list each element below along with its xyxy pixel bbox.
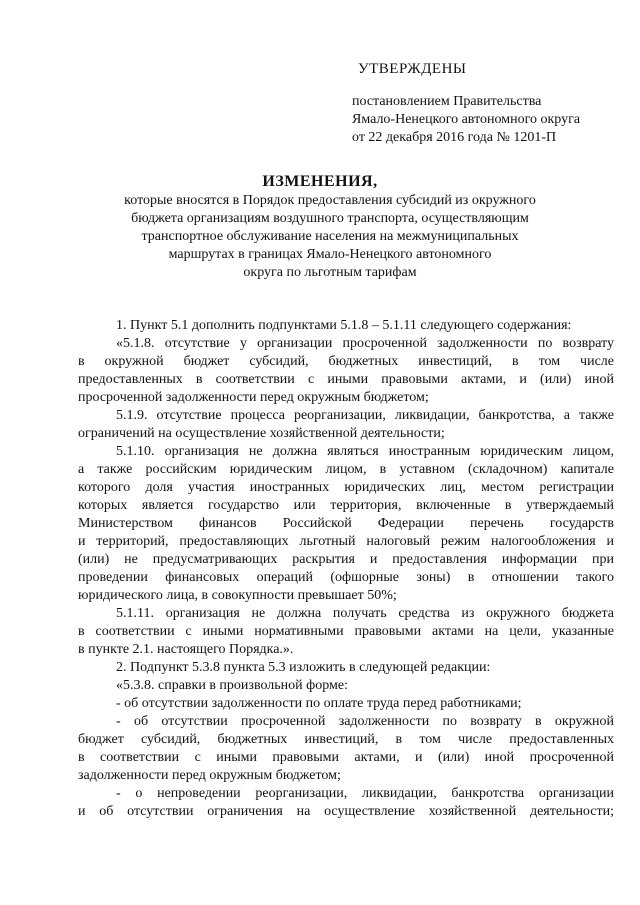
document-title: ИЗМЕНЕНИЯ, [262, 173, 378, 190]
body-line: - о непроведении реорганизации, ликвидации, банкротства организации [116, 786, 614, 801]
body-line: «5.3.8. справки в произвольной форме: [116, 678, 348, 693]
body-line: просроченной задолженности перед окружным бюджетом; [78, 390, 429, 405]
approval-block [352, 93, 612, 147]
body-line: юридического лица, в совокупности превышает 50%; [78, 588, 397, 603]
approval-heading: УТВЕРЖДЕНЫ [358, 61, 467, 77]
approval-line: постановлением Правительства [352, 94, 542, 109]
document-subtitle [80, 192, 580, 282]
body-line: и территорий, предоставляющих льготный налоговый режим налогообложения и [78, 534, 614, 549]
body-line: - об отсутствии просроченной задолженности по возврату в окружной [116, 714, 614, 729]
body-line: и об отсутствии ограничения на осуществление хозяйственной деятельности; [78, 804, 614, 819]
subtitle-line: которые вносятся в Порядок предоставления субсидий из окружного [124, 193, 536, 208]
body-line: 1. Пункт 5.1 дополнить подпунктами 5.1.8 – 5.1.11 следующего содержания: [116, 318, 572, 333]
body-line: 5.1.9. отсутствие процесса реорганизации, ликвидации, банкротства, а также [116, 408, 614, 423]
subtitle-line: бюджета организациям воздушного транспорта, осуществляющим [131, 211, 529, 226]
body-line: проведении финансовых операций (офшорные зоны) в отношении такого [78, 570, 614, 585]
body-line: ограничений на осуществление хозяйственной деятельности; [78, 426, 445, 441]
body-line: 2. Подпункт 5.3.8 пункта 5.3 изложить в следующей редакции: [116, 660, 491, 675]
body-line: «5.1.8. отсутствие у организации просроченной задолженности по возврату [116, 336, 614, 351]
approval-line: от 22 декабря 2016 года № 1201-П [352, 130, 557, 145]
body-line: 5.1.10. организация не должна являться иностранным юридическим лицом, [116, 444, 614, 459]
document-body [78, 317, 614, 821]
body-line: (или) не предусматривающих раскрытия и предоставления информации при [78, 552, 614, 567]
subtitle-line: маршрутах в границах Ямало-Ненецкого автономного [168, 247, 492, 262]
body-line: которых является государство или территория, включенные в утверждаемый [78, 498, 614, 513]
body-line: в окружной бюджет субсидий, бюджетных инвестиций, в том числе [78, 354, 614, 369]
subtitle-line: округа по льготным тарифам [243, 265, 417, 280]
body-line: 5.1.11. организация не должна получать средства из окружного бюджета [116, 606, 614, 621]
approval-line: Ямало-Ненецкого автономного округа [352, 112, 581, 127]
subtitle-line: транспортное обслуживание населения на межмуниципальных [141, 229, 519, 244]
body-line: а также российским юридическим лицом, в уставном (складочном) капитале [78, 462, 614, 477]
body-line: в соответствии с иными правовыми актами, и (или) иной просроченной [78, 750, 614, 765]
body-line: в пункте 2.1. настоящего Порядка.». [78, 642, 294, 657]
body-line: Министерством финансов Российской Федерации перечень государств [78, 516, 614, 531]
body-line: в соответствии с иными нормативными правовыми актами на цели, указанные [78, 624, 614, 639]
body-line: которого доля участия иностранных юридических лиц, местом регистрации [78, 480, 614, 495]
body-line: предоставленных в соответствии с иными правовыми актами, и (или) иной [78, 372, 614, 387]
body-line: задолженности перед окружным бюджетом; [78, 768, 341, 783]
body-line: - об отсутствии задолженности по оплате труда перед работниками; [116, 696, 522, 711]
body-line: бюджет субсидий, бюджетных инвестиций, в том числе предоставленных [78, 732, 614, 747]
